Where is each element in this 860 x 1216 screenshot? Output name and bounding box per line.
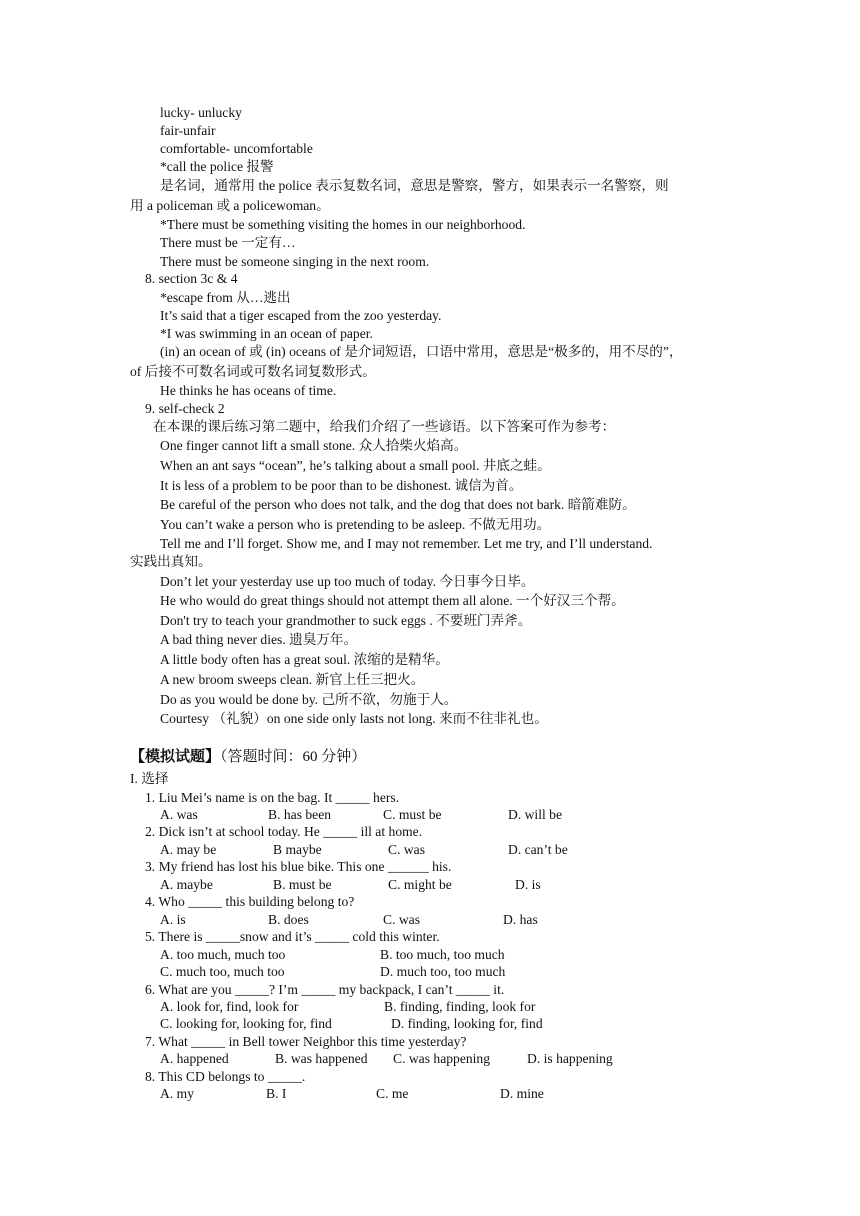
note-line: comfortable- uncomfortable [160,141,313,156]
option-a: A. is [160,912,186,927]
note-line: *There must be something visiting the homes in our neighborhood. [160,217,526,232]
note-line: fair-unfair [160,123,216,138]
option-b: B. I [266,1086,287,1101]
option-c: C. was [388,842,426,857]
note-line: There must be someone singing in the next room. [160,254,430,269]
option-a: A. too much, much too [160,947,286,962]
proverb-line: A little body often has a great soul. 浓缩的是精华。 [160,652,449,667]
option-c: C. me [376,1086,409,1101]
proverb-line: He who would do great things should not attempt them all alone. 一个好汉三个帮。 [160,593,625,608]
option-c: C. was happening [393,1051,491,1066]
proverb-line: Don’t let your yesterday use up too much of today. 今日事今日毕。 [160,574,535,589]
option-a: A. was [160,807,198,822]
option-c: C. much too, much too [160,964,285,979]
question-stem: 1. Liu Mei’s name is on the bag. It _____ hers. [145,790,400,805]
option-b: B. does [268,912,309,927]
option-b: B maybe [273,842,322,857]
question-stem: 7. What _____ in Bell tower Neighbor this time yesterday? [145,1034,467,1049]
option-b: B. too much, too much [380,947,505,962]
exam-heading [130,748,366,766]
proverb-line: 实践出真知。 [130,554,212,569]
proverb-line: Courtesy （礼貌）on one side only lasts not long. 来而不往非礼也。 [160,711,548,726]
option-b: B. has been [268,807,332,822]
option-c: C. was [383,912,421,927]
question-stem: 5. There is _____snow and it’s _____ cold this winter. [145,929,440,944]
option-d: D. mine [500,1086,544,1101]
option-d: D. can’t be [508,842,568,857]
proverb-line: It is less of a problem to be poor than to be dishonest. 诚信为首。 [160,478,523,493]
section-heading: 8. section 3c & 4 [145,271,238,286]
note-line: There must be 一定有… [160,235,296,250]
option-c: C. looking for, looking for, find [160,1016,332,1031]
option-d: D. is [515,877,541,892]
note-line: (in) an ocean of 或 (in) oceans of 是介词短语，口语中常用，意思是“极多的，用不尽的”， [160,344,683,359]
option-a: A. maybe [160,877,213,892]
section-heading: 9. self-check 2 [145,401,225,416]
note-line: lucky- unlucky [160,105,242,120]
proverb-line: You can’t wake a person who is pretending to be asleep. 不做无用功。 [160,517,551,532]
option-a: A. may be [160,842,217,857]
option-d: D. will be [508,807,562,822]
proverb-line: A new broom sweeps clean. 新官上任三把火。 [160,672,425,687]
option-d: D. is happening [527,1051,613,1066]
proverb-line: Do as you would be done by. 己所不欲，勿施于人。 [160,692,458,707]
question-stem: 3. My friend has lost his blue bike. This one ______ his. [145,859,452,874]
question-stem: 8. This CD belongs to _____. [145,1069,306,1084]
note-line: *I was swimming in an ocean of paper. [160,326,373,341]
proverb-line: One finger cannot lift a small stone. 众人拾柴火焰高。 [160,438,468,453]
question-stem: 4. Who _____ this building belong to? [145,894,355,909]
option-b: B. finding, finding, look for [384,999,536,1014]
exam-time: （答题时间：60 分钟） [220,749,367,765]
question-stem: 6. What are you _____? I’m _____ my backpack, I can’t _____ it. [145,982,505,997]
note-line: *escape from 从…逃出 [160,290,291,305]
exam-title: 【模拟试题】 [130,749,221,765]
question-stem: 2. Dick isn’t at school today. He _____ ill at home. [145,824,423,839]
option-a: A. look for, find, look for [160,999,299,1014]
option-c: C. must be [383,807,442,822]
option-a: A. my [160,1086,194,1101]
exam-section-label: I. 选择 [130,771,169,786]
option-d: D. has [503,912,538,927]
option-b: B. was happened [275,1051,368,1066]
proverb-line: When an ant says “ocean”, he’s talking about a small pool. 井底之蛙。 [160,458,551,473]
note-line: 在本课的课后练习第二题中，给我们介绍了一些谚语。以下答案可作为参考： [153,419,616,434]
option-c: C. might be [388,877,452,892]
note-line: of 后接不可数名词或可数名词复数形式。 [130,364,376,379]
option-d: D. much too, too much [380,964,506,979]
note-line: 是名词，通常用 the police 表示复数名词，意思是警察，警方，如果表示一名警察，则 [160,178,669,193]
note-line: *call the police 报警 [160,159,274,174]
option-a: A. happened [160,1051,229,1066]
proverb-line: Don't try to teach your grandmother to suck eggs . 不要班门弄斧。 [160,613,532,628]
note-line: He thinks he has oceans of time. [160,383,337,398]
proverb-line: Tell me and I’ll forget. Show me, and I may not remember. Let me try, and I’ll understand. [160,536,653,551]
proverb-line: A bad thing never dies. 遗臭万年。 [160,632,358,647]
note-line: 用 a policeman 或 a policewoman。 [130,198,330,213]
proverb-line: Be careful of the person who does not talk, and the dog that does not bark. 暗箭难防。 [160,497,636,512]
note-line: It’s said that a tiger escaped from the zoo yesterday. [160,308,442,323]
option-d: D. finding, looking for, find [391,1016,543,1031]
option-b: B. must be [273,877,332,892]
